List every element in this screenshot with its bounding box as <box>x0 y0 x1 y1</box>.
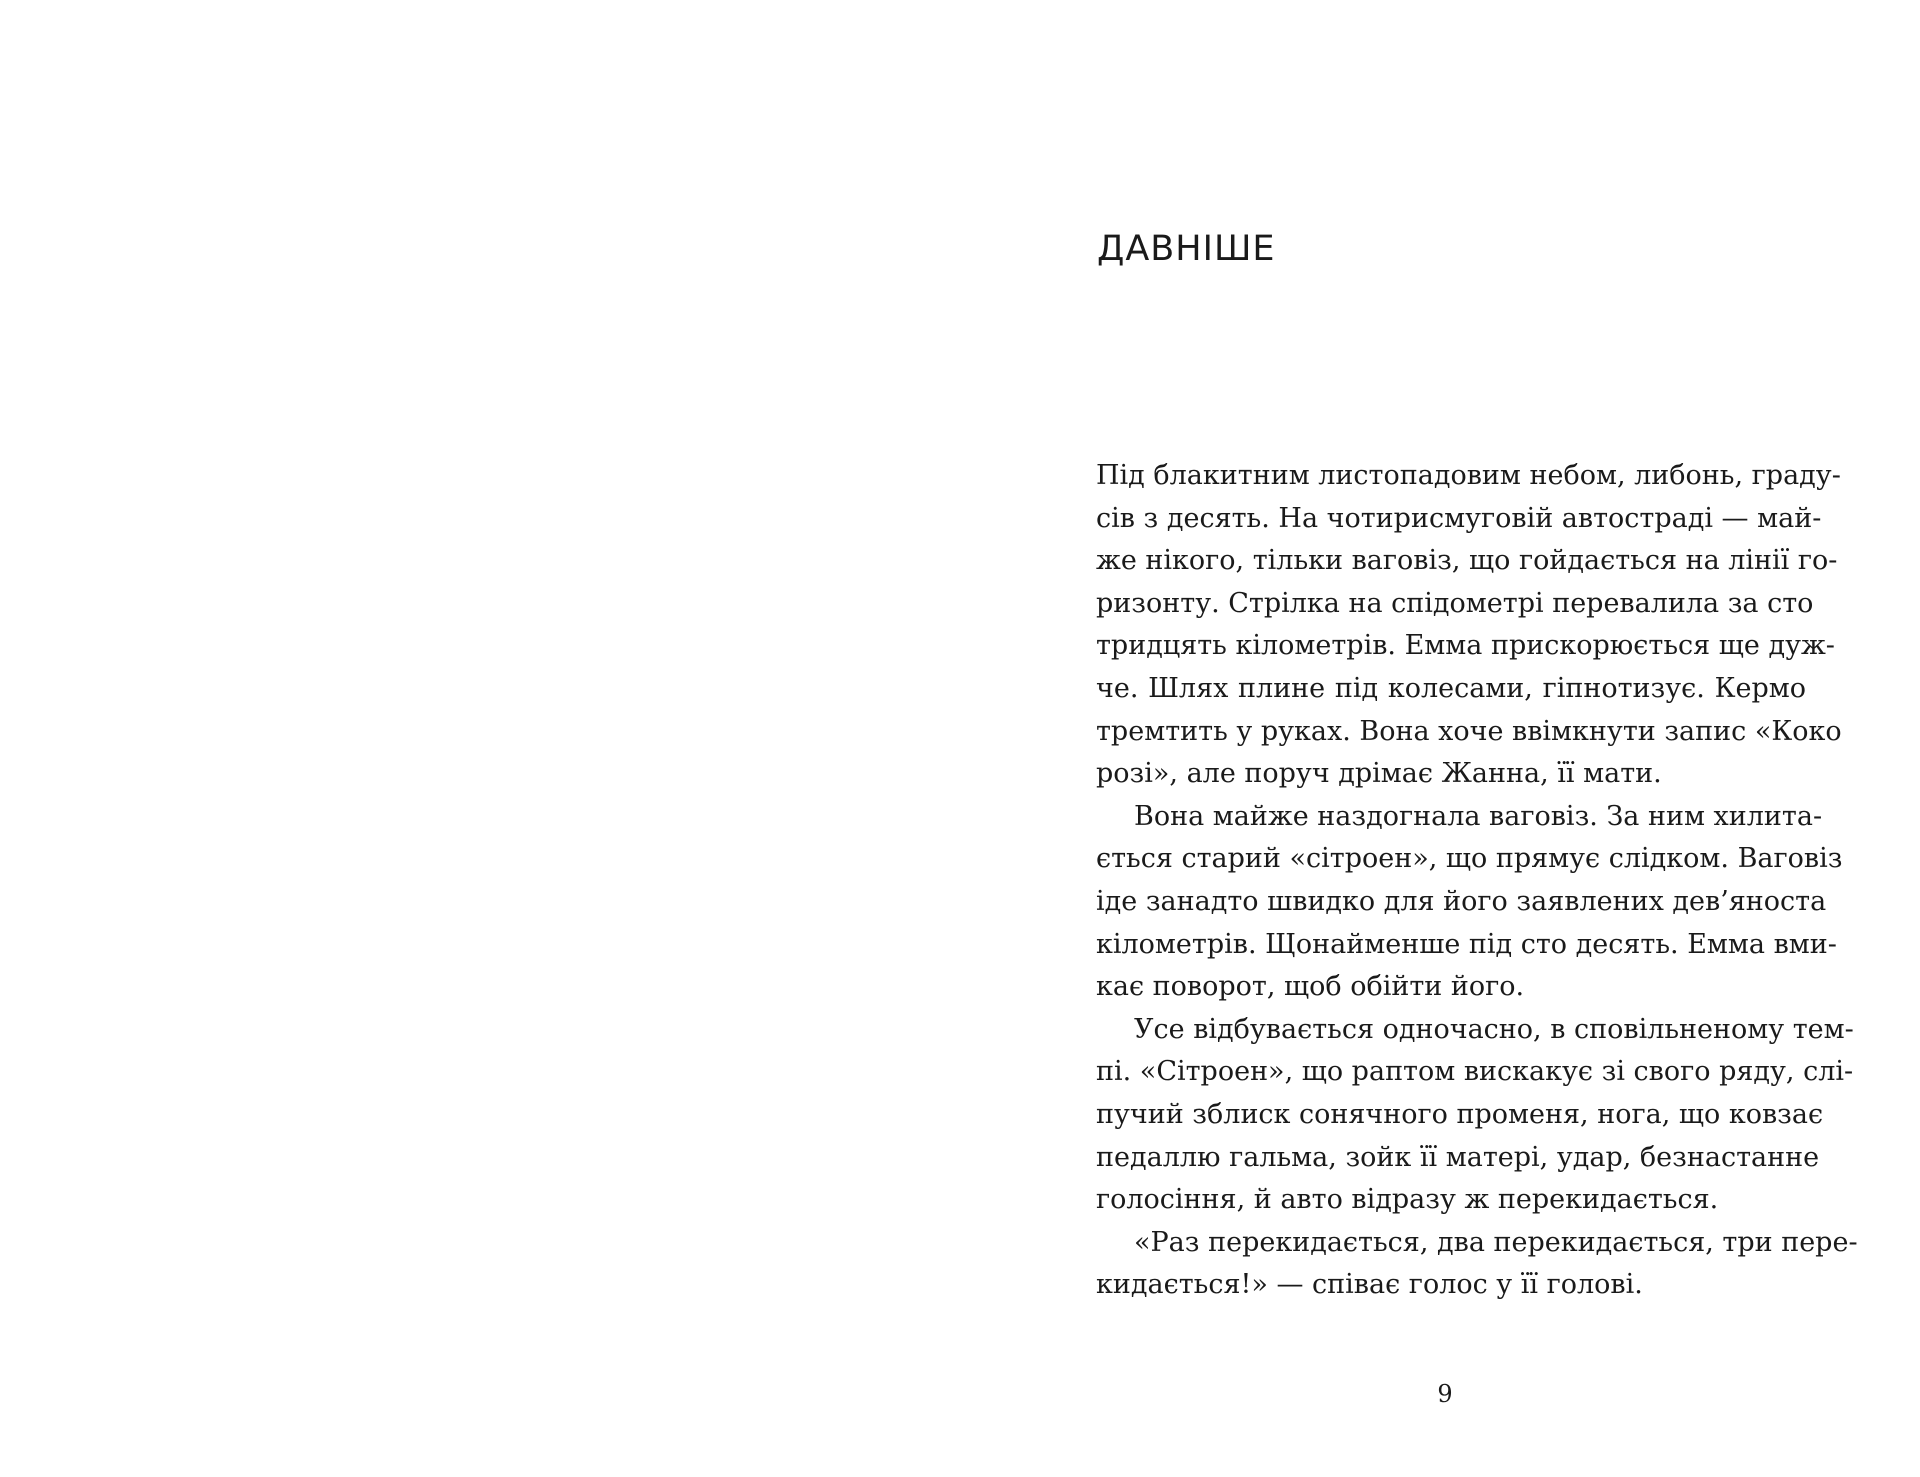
text-line: тремтить у руках. Вона хоче ввімкнути запис «Коко <box>1096 715 1842 747</box>
text-line: ється старий «сітроен», що прямує слідком. Ваговіз <box>1096 843 1843 875</box>
page-number: 9 <box>1437 1380 1453 1408</box>
text-line: сів з десять. На чотирисмуговій автостраді — май- <box>1096 502 1822 534</box>
text-line: пучий зблиск сонячного променя, нога, що ковзає <box>1096 1098 1824 1130</box>
text-line: «Раз перекидається, два перекидається, три пере- <box>1134 1226 1858 1258</box>
text-line: тридцять кілометрів. Емма прискорюється ще дуж- <box>1096 630 1835 662</box>
text-line: кає поворот, щоб обійти його. <box>1096 971 1525 1003</box>
text-line: іде занадто швидко для його заявлених дев’яноста <box>1096 885 1827 917</box>
body-text <box>1096 455 1858 1307</box>
chapter-title: ДАВНІШЕ <box>1097 229 1276 269</box>
text-line: Під блакитним листопадовим небом, либонь, граду- <box>1096 460 1841 491</box>
text-line: Вона майже наздогнала ваговіз. За ним хилита- <box>1134 800 1823 832</box>
text-line: же нікого, тільки ваговіз, що гойдається на лінії го- <box>1096 545 1838 577</box>
text-line: розі», але поруч дрімає Жанна, її мати. <box>1096 758 1662 790</box>
text-line: Усе відбувається одночасно, в сповільненому тем- <box>1134 1013 1854 1045</box>
text-line: педаллю гальма, зойк її матері, удар, безнастанне <box>1096 1141 1820 1173</box>
text-line: пі. «Сітроен», що раптом вискакує зі свого ряду, слі- <box>1096 1056 1854 1088</box>
text-line: ризонту. Стрілка на спідометрі перевалила за сто <box>1096 587 1814 619</box>
text-line: кілометрів. Щонайменше під сто десять. Емма вми- <box>1096 928 1837 960</box>
text-line: кидається!» — співає голос у її голові. <box>1096 1269 1643 1301</box>
text-line: че. Шлях плине під колесами, гіпнотизує. Кермо <box>1096 672 1806 704</box>
text-line: голосіння, й авто відразу ж перекидається. <box>1096 1184 1719 1216</box>
